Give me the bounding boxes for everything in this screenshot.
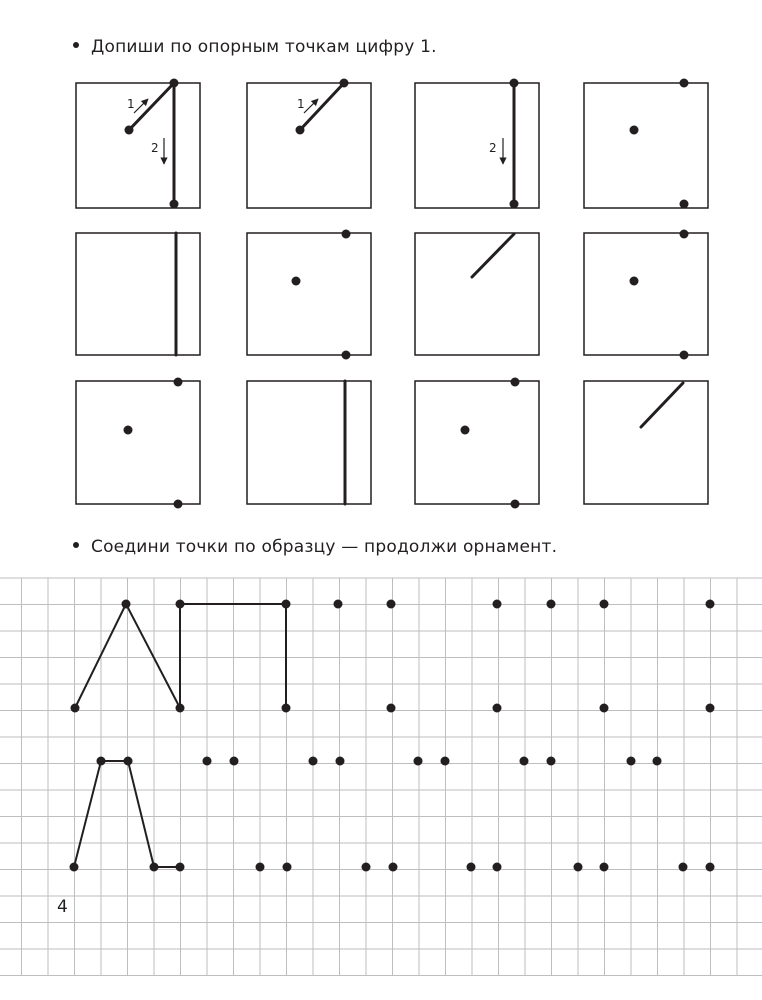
connect-dot[interactable] xyxy=(282,600,291,609)
connect-dot[interactable] xyxy=(176,600,185,609)
connect-dot[interactable] xyxy=(441,757,450,766)
connect-dot[interactable] xyxy=(70,863,79,872)
connect-dot[interactable] xyxy=(493,600,502,609)
stroke-order-label: 2 xyxy=(489,141,497,155)
connect-dot[interactable] xyxy=(336,757,345,766)
connect-dot[interactable] xyxy=(467,863,476,872)
connect-dot[interactable] xyxy=(97,757,106,766)
connect-dot[interactable] xyxy=(203,757,212,766)
connect-dot[interactable] xyxy=(122,600,131,609)
connect-dot[interactable] xyxy=(124,757,133,766)
connect-dot[interactable] xyxy=(600,600,609,609)
connect-dot[interactable] xyxy=(706,863,715,872)
connect-dot[interactable] xyxy=(574,863,583,872)
connect-dot[interactable] xyxy=(230,757,239,766)
instruction-text: Соедини точки по образцу — продолжи орнамент. xyxy=(91,537,558,557)
connect-dot[interactable] xyxy=(414,757,423,766)
connect-dot[interactable] xyxy=(176,863,185,872)
connect-dot[interactable] xyxy=(150,863,159,872)
connect-dot[interactable] xyxy=(389,863,398,872)
connect-dot[interactable] xyxy=(679,863,688,872)
connect-dot[interactable] xyxy=(387,600,396,609)
instruction-text: Допиши по опорным точкам цифру 1. xyxy=(91,37,437,57)
connect-dot[interactable] xyxy=(387,704,396,713)
stroke-order-label: 1 xyxy=(127,97,135,111)
connect-dot[interactable] xyxy=(334,600,343,609)
connect-dot[interactable] xyxy=(176,704,185,713)
ornament-sample-row1 xyxy=(75,604,286,708)
connect-dot[interactable] xyxy=(282,704,291,713)
connect-dot[interactable] xyxy=(283,863,292,872)
connect-dot[interactable] xyxy=(653,757,662,766)
connect-dot[interactable] xyxy=(309,757,318,766)
connect-dot[interactable] xyxy=(600,704,609,713)
connect-dot[interactable] xyxy=(547,757,556,766)
connect-dot[interactable] xyxy=(520,757,529,766)
connect-dot[interactable] xyxy=(362,863,371,872)
connect-dot[interactable] xyxy=(600,863,609,872)
page-number: 4 xyxy=(57,897,68,917)
connect-dot[interactable] xyxy=(547,600,556,609)
connect-dot[interactable] xyxy=(71,704,80,713)
connect-dot[interactable] xyxy=(493,863,502,872)
connect-dot[interactable] xyxy=(493,704,502,713)
connect-dot[interactable] xyxy=(706,704,715,713)
connect-dot[interactable] xyxy=(627,757,636,766)
stroke-order-label: 1 xyxy=(297,97,305,111)
connect-dot[interactable] xyxy=(706,600,715,609)
connect-dot[interactable] xyxy=(256,863,265,872)
stroke-order-label: 2 xyxy=(151,141,159,155)
